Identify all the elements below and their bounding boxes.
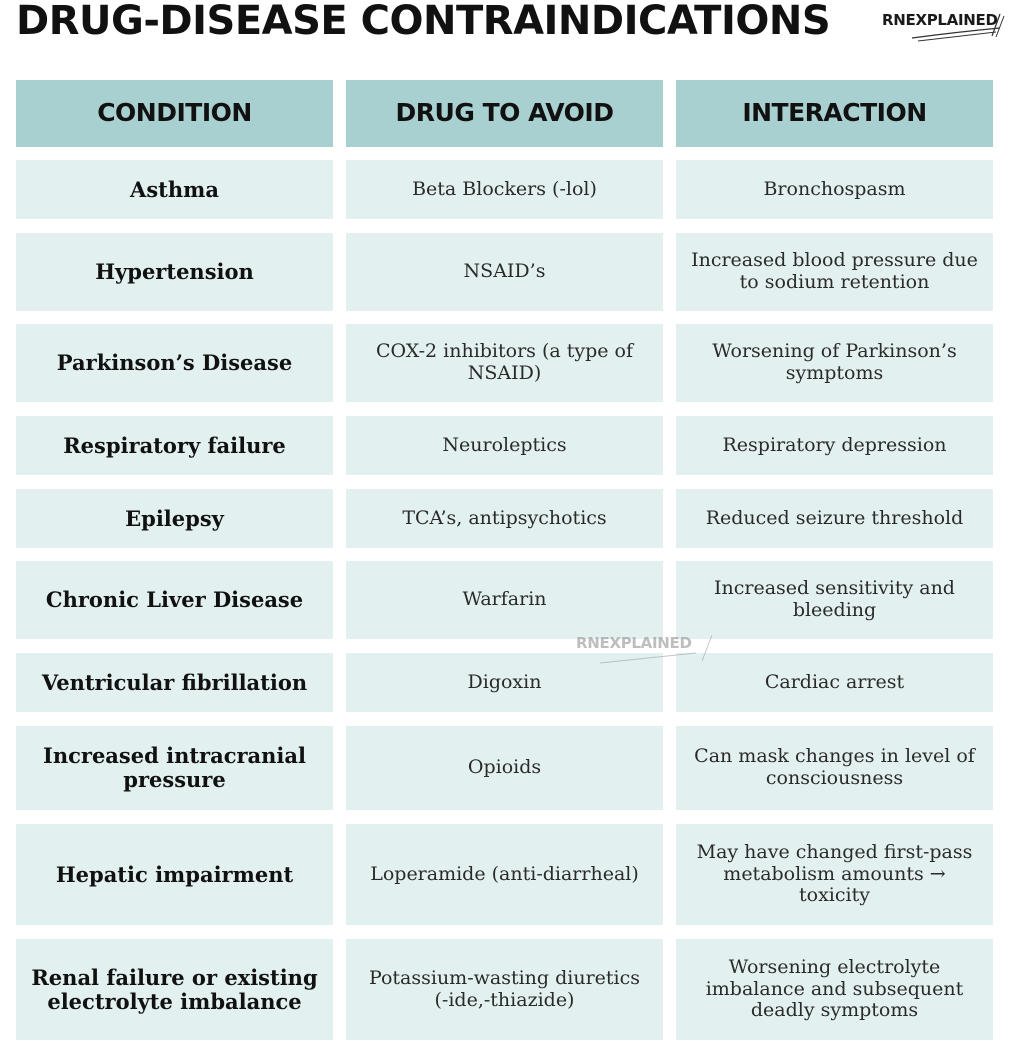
drug-cell: Neuroleptics	[346, 416, 663, 475]
brand-underline-icon	[882, 10, 1012, 44]
interaction-cell: Worsening of Parkinson’s symptoms	[676, 324, 993, 402]
watermark-underline-icon	[576, 633, 716, 671]
drug-cell: Opioids	[346, 726, 663, 810]
interaction-cell: Increased sensitivity and bleeding	[676, 561, 993, 639]
condition-cell: Asthma	[16, 160, 333, 219]
page-title: DRUG-DISEASE CONTRAINDICATIONS	[16, 0, 831, 44]
interaction-cell: Bronchospasm	[676, 160, 993, 219]
condition-cell: Hepatic impairment	[16, 824, 333, 925]
interaction-cell: Worsening electrolyte imbalance and subsequent deadly symptoms	[676, 939, 993, 1040]
drug-cell: Loperamide (anti-diarrheal)	[346, 824, 663, 925]
brand-logo	[882, 10, 1012, 44]
drug-cell: COX-2 inhibitors (a type of NSAID)	[346, 324, 663, 402]
column-header-condition: CONDITION	[16, 80, 333, 147]
condition-cell: Hypertension	[16, 233, 333, 311]
condition-cell: Parkinson’s Disease	[16, 324, 333, 402]
condition-cell: Renal failure or existing electrolyte imbalance	[16, 939, 333, 1040]
interaction-cell: Respiratory depression	[676, 416, 993, 475]
condition-cell: Respiratory failure	[16, 416, 333, 475]
watermark-logo	[576, 633, 716, 671]
column-header-drug: DRUG TO AVOID	[346, 80, 663, 147]
interaction-cell: Can mask changes in level of consciousness	[676, 726, 993, 810]
drug-cell: Potassium-wasting diuretics (-ide,-thiazide)	[346, 939, 663, 1040]
drug-cell: NSAID’s	[346, 233, 663, 311]
interaction-cell: Increased blood pressure due to sodium retention	[676, 233, 993, 311]
watermark-text: RNEXPLAINED	[576, 634, 692, 652]
drug-cell: Warfarin	[346, 561, 663, 639]
drug-cell: Beta Blockers (-lol)	[346, 160, 663, 219]
drug-cell: TCA’s, antipsychotics	[346, 489, 663, 548]
interaction-cell: Reduced seizure threshold	[676, 489, 993, 548]
condition-cell: Increased intracranial pressure	[16, 726, 333, 810]
condition-cell: Ventricular fibrillation	[16, 653, 333, 712]
interaction-cell: May have changed first-pass metabolism amounts → toxicity	[676, 824, 993, 925]
interaction-cell: Cardiac arrest	[676, 653, 993, 712]
condition-cell: Chronic Liver Disease	[16, 561, 333, 639]
condition-cell: Epilepsy	[16, 489, 333, 548]
drug-cell: Digoxin	[346, 653, 663, 712]
column-header-interaction: INTERACTION	[676, 80, 993, 147]
brand-logo-text: RNEXPLAINED	[882, 11, 998, 29]
